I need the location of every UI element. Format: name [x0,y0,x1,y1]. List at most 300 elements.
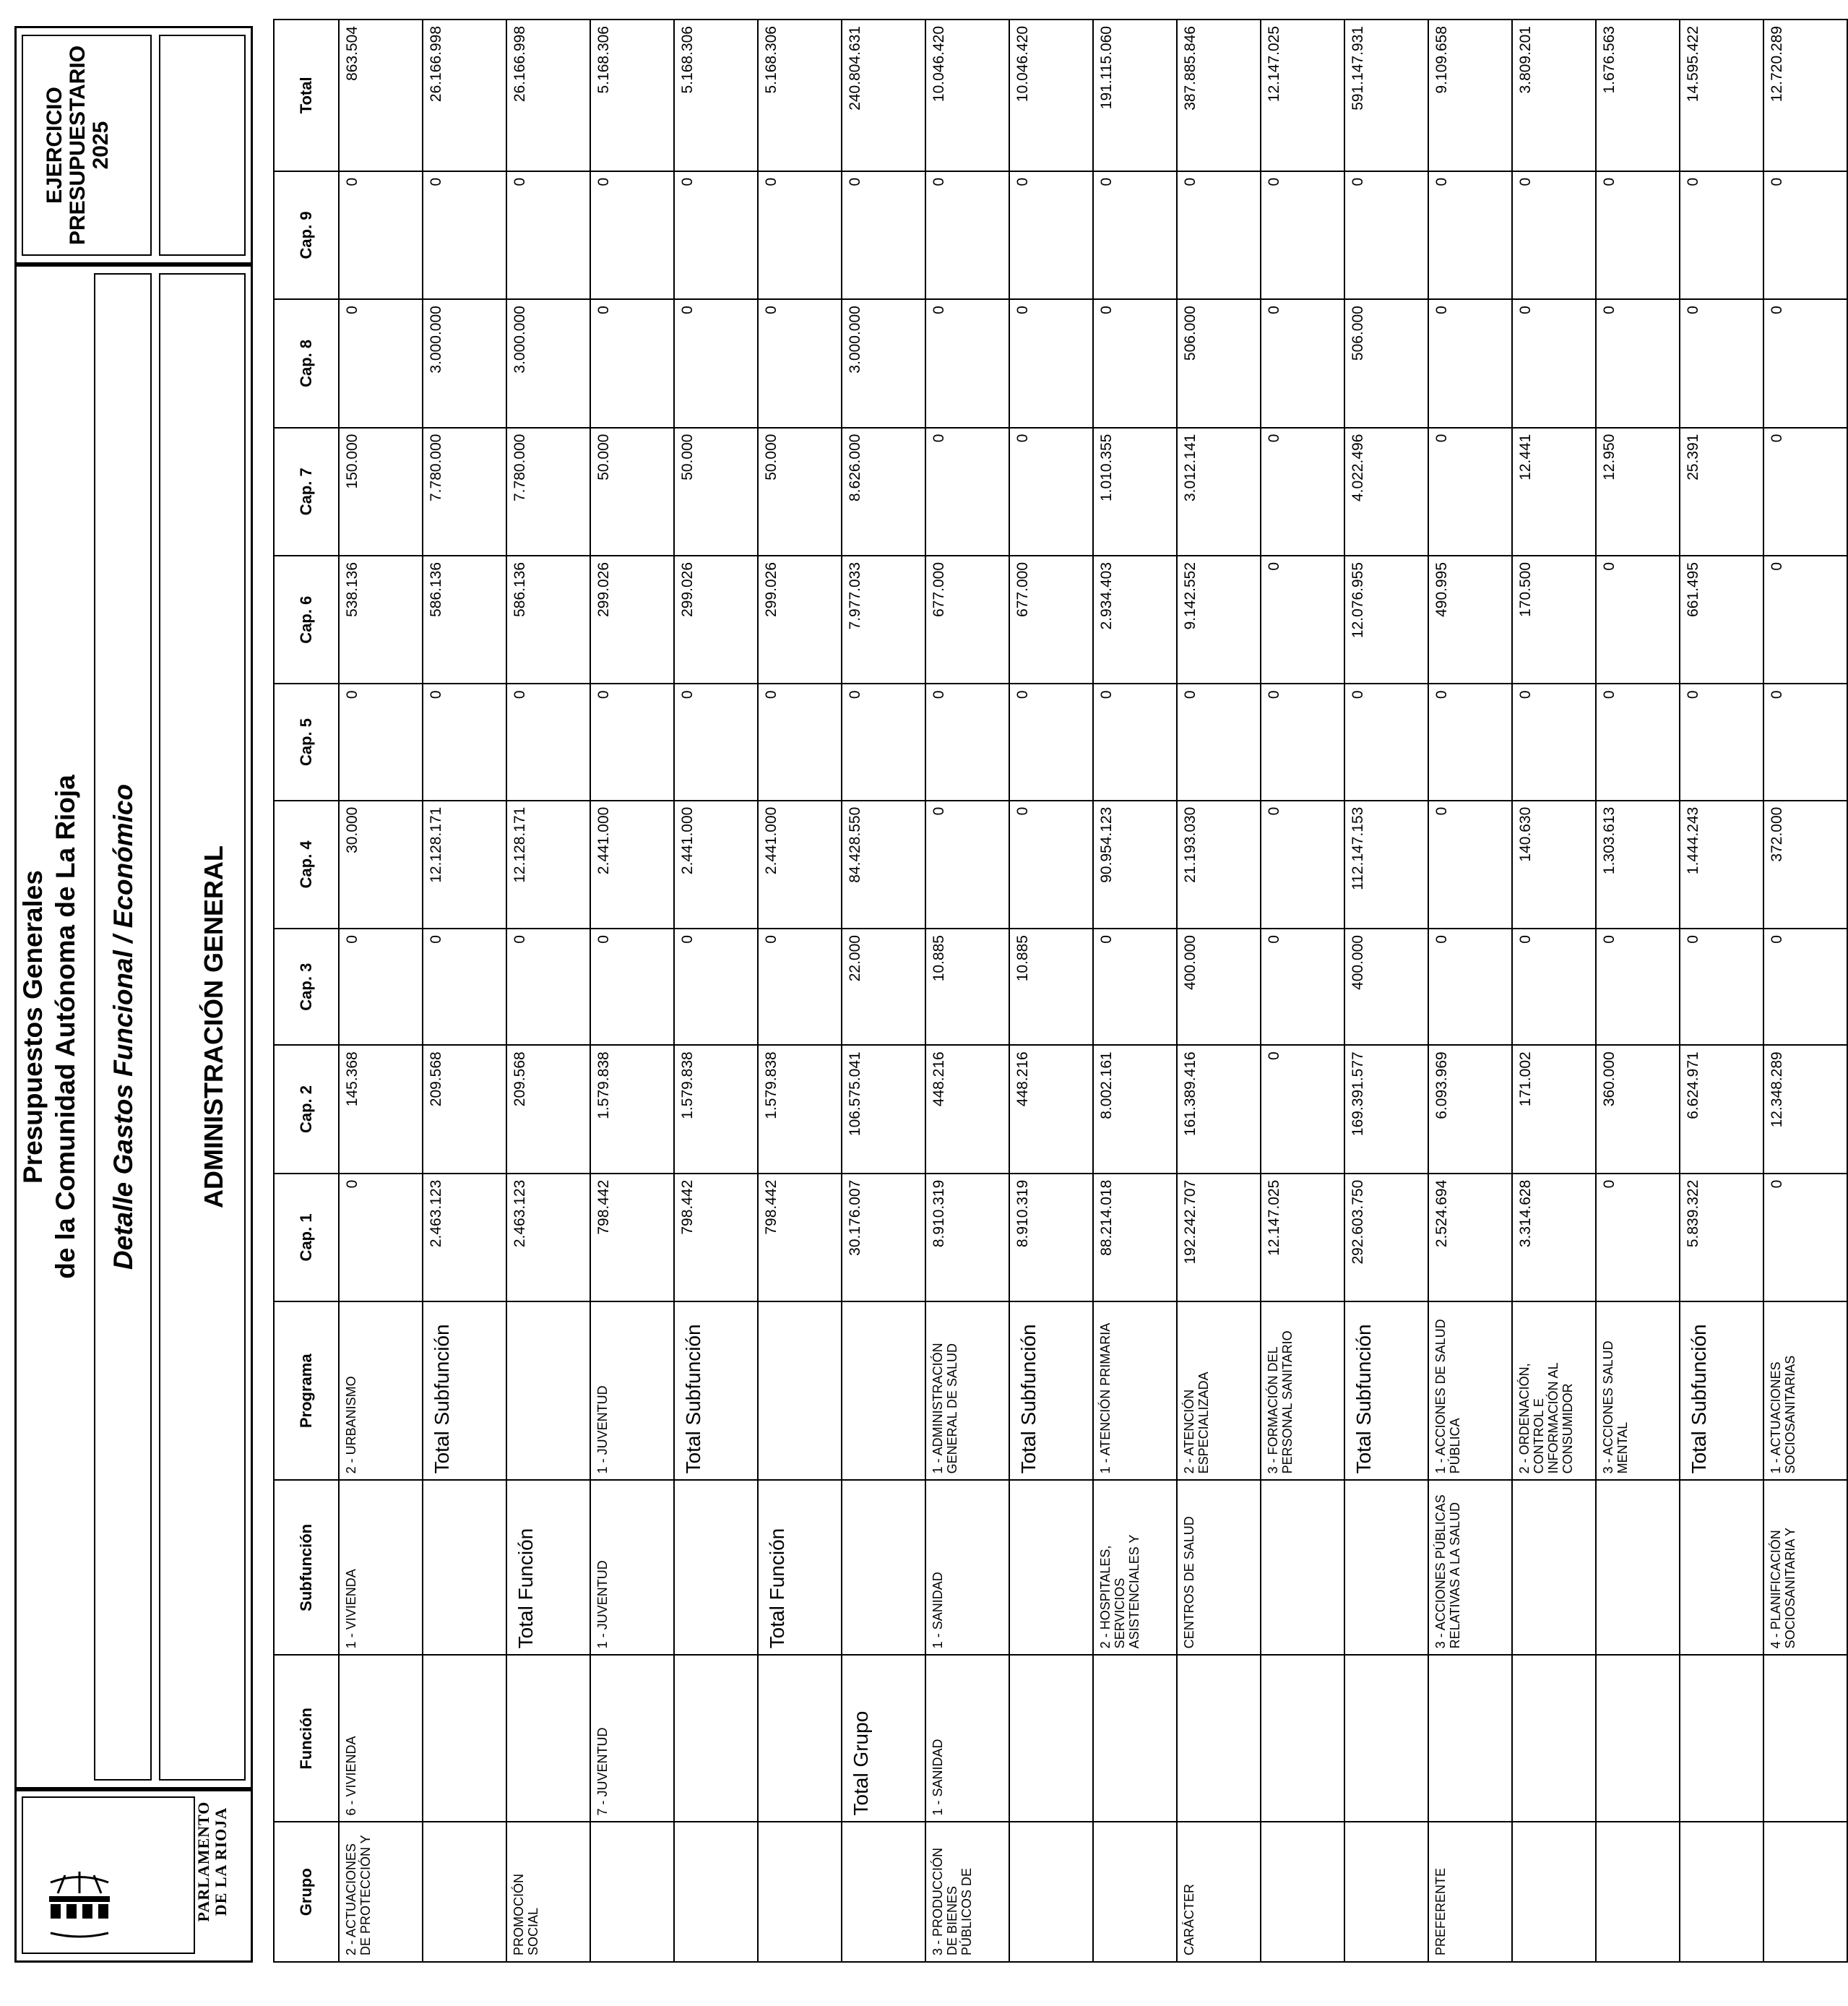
logo-text-line2: DE LA RIOJA [212,1807,230,1916]
cell-value: 2.524.694 [1428,1174,1512,1301]
cell-funcion [1261,1655,1344,1822]
cell-value: 0 [758,929,842,1045]
cell-value: 299.026 [590,556,674,684]
cell-value: 0 [1596,171,1680,299]
cell-value: 586.136 [423,556,506,684]
cell-value: 0 [1428,801,1512,929]
cell-value: 26.166.998 [506,20,590,171]
cell-subfuncion [1596,1480,1680,1655]
cell-value: 12.128.171 [423,801,506,929]
parliament-logo-icon [36,1857,181,1951]
col-header: Cap. 7 [274,428,339,556]
cell-value: 50.000 [590,428,674,556]
cell-value: 863.504 [339,20,423,171]
year-box-lower [159,35,246,256]
cell-value: 448.216 [1009,1045,1093,1173]
cell-programa: 2 - ORDENACIÓN, CONTROL E INFORMACIÓN AL CONSUMIDOR [1512,1301,1596,1480]
col-header: Cap. 9 [274,171,339,299]
col-header: Cap. 6 [274,556,339,684]
cell-value: 0 [1261,556,1344,684]
cell-value: 90.954.123 [1093,801,1177,929]
cell-value: 2.441.000 [590,801,674,929]
cell-value: 10.046.420 [1009,20,1093,171]
cell-subfuncion [1680,1480,1763,1655]
cell-value: 0 [758,684,842,800]
cell-value: 0 [674,171,758,299]
table-row [758,20,842,1962]
cell-value: 677.000 [925,556,1009,684]
cell-value: 0 [1093,684,1177,800]
cell-subfuncion: 1 - SANIDAD [925,1480,1009,1655]
cell-programa: 1 - JUVENTUD [590,1301,674,1480]
cell-grupo [1009,1822,1093,1962]
cell-value: 12.128.171 [506,801,590,929]
cell-value: 12.076.955 [1344,556,1428,684]
cell-programa: 2 - URBANISMO [339,1301,423,1480]
cell-value: 0 [1596,556,1680,684]
cell-value: 798.442 [674,1174,758,1301]
cell-value: 0 [1009,801,1093,929]
cell-value: 292.603.750 [1344,1174,1428,1301]
table-row [674,20,758,1962]
cell-value: 0 [758,299,842,427]
cell-funcion [758,1655,842,1822]
cell-value: 5.839.322 [1680,1174,1763,1301]
table-row [1009,20,1093,1962]
col-header: Total [274,20,339,171]
table-row [1261,20,1344,1962]
cell-programa: 1 - ATENCIÓN PRIMARIA [1093,1301,1177,1480]
col-header: Cap. 8 [274,299,339,427]
cell-value: 0 [423,684,506,800]
cell-value: 0 [1428,684,1512,800]
cell-value: 84.428.550 [842,801,925,929]
cell-grupo [1093,1822,1177,1962]
table-body [339,20,1847,1962]
cell-value: 0 [1344,684,1428,800]
cell-programa: Total Subfunción [1009,1301,1093,1480]
cell-value: 112.147.153 [1344,801,1428,929]
table-row [1512,20,1596,1962]
table-row [925,20,1009,1962]
cell-value: 0 [590,929,674,1045]
cell-funcion [1680,1655,1763,1822]
cell-value: 0 [1763,1174,1847,1301]
cell-grupo [1680,1822,1763,1962]
cell-value: 3.000.000 [423,299,506,427]
cell-programa: Total Subfunción [674,1301,758,1480]
table-row [1344,20,1428,1962]
cell-programa: 1 - ACTUACIONES SOCIOSANITARIAS [1763,1301,1847,1480]
cell-value: 8.910.319 [1009,1174,1093,1301]
cell-value: 0 [1261,684,1344,800]
table-row [339,20,423,1962]
cell-value: 26.166.998 [423,20,506,171]
cell-value: 0 [1093,299,1177,427]
cell-value: 2.441.000 [674,801,758,929]
cell-value: 170.500 [1512,556,1596,684]
cell-grupo [1596,1822,1680,1962]
cell-value: 7.780.000 [506,428,590,556]
cell-value: 8.626.000 [842,428,925,556]
cell-value: 0 [1596,1174,1680,1301]
cell-value: 0 [1261,428,1344,556]
cell-funcion [1093,1655,1177,1822]
subtitle: Detalle Gastos Funcional / Económico [108,783,138,1270]
table-row [423,20,506,1962]
cell-value: 0 [925,428,1009,556]
cell-value: 209.568 [506,1045,590,1173]
col-header: Subfunción [274,1480,339,1655]
cell-value: 12.348.289 [1763,1045,1847,1173]
table-row [1680,20,1763,1962]
cell-value: 0 [1428,299,1512,427]
cell-value: 798.442 [758,1174,842,1301]
cell-value: 0 [1680,684,1763,800]
cell-value: 0 [1428,171,1512,299]
table-row [1428,20,1512,1962]
cell-value: 0 [1680,171,1763,299]
cell-value: 3.314.628 [1512,1174,1596,1301]
year-line3: 2025 [89,121,113,170]
cell-programa: 3 - FORMACIÓN DEL PERSONAL SANITARIO [1261,1301,1344,1480]
cell-value: 1.676.563 [1596,20,1680,171]
logo-text [195,1796,230,1927]
cell-value: 0 [842,684,925,800]
cell-value: 0 [1763,171,1847,299]
cell-funcion [1428,1655,1512,1822]
cell-value: 0 [1009,428,1093,556]
col-header: Cap. 3 [274,929,339,1045]
cell-value: 1.579.838 [590,1045,674,1173]
cell-value: 161.389.416 [1177,1045,1261,1173]
cell-value: 0 [339,684,423,800]
cell-value: 299.026 [674,556,758,684]
cell-value: 0 [1177,171,1261,299]
col-header: Cap. 1 [274,1174,339,1301]
cell-grupo: CARÁCTER [1177,1822,1261,1962]
cell-value: 0 [1512,171,1596,299]
cell-value: 0 [506,684,590,800]
table-row [1596,20,1680,1962]
cell-value: 0 [925,801,1009,929]
cell-value: 387.885.846 [1177,20,1261,171]
table-row [842,20,925,1962]
cell-value: 0 [925,684,1009,800]
cell-value: 0 [1261,1045,1344,1173]
cell-value: 5.168.306 [590,20,674,171]
cell-value: 3.000.000 [506,299,590,427]
cell-value: 12.147.025 [1261,20,1344,171]
cell-value: 0 [674,684,758,800]
cell-value: 1.579.838 [758,1045,842,1173]
cell-funcion [1344,1655,1428,1822]
cell-value: 150.000 [339,428,423,556]
cell-value: 506.000 [1344,299,1428,427]
cell-value: 10.885 [1009,929,1093,1045]
cell-value: 490.995 [1428,556,1512,684]
cell-subfuncion [1512,1480,1596,1655]
cell-value: 2.934.403 [1093,556,1177,684]
cell-subfuncion: 3 - ACCIONES PÚBLICAS RELATIVAS A LA SALUD [1428,1480,1512,1655]
cell-value: 0 [1512,929,1596,1045]
cell-funcion [1596,1655,1680,1822]
cell-value: 0 [1009,299,1093,427]
cell-value: 0 [1261,929,1344,1045]
cell-value: 192.242.707 [1177,1174,1261,1301]
cell-value: 6.093.969 [1428,1045,1512,1173]
cell-programa: Total Subfunción [1680,1301,1763,1480]
cell-value: 0 [1763,684,1847,800]
cell-value: 169.391.577 [1344,1045,1428,1173]
cell-value: 506.000 [1177,299,1261,427]
cell-value: 299.026 [758,556,842,684]
cell-programa: 1 - ADMINISTRACIÓN GENERAL DE SALUD [925,1301,1009,1480]
cell-funcion: 1 - SANIDAD [925,1655,1009,1822]
cell-value: 12.147.025 [1261,1174,1344,1301]
cell-value: 3.809.201 [1512,20,1596,171]
cell-value: 14.595.422 [1680,20,1763,171]
cell-value: 0 [1009,171,1093,299]
cell-grupo [1512,1822,1596,1962]
cell-value: 0 [1261,171,1344,299]
cell-subfuncion [1009,1480,1093,1655]
col-header: Función [274,1655,339,1822]
cell-value: 360.000 [1596,1045,1680,1173]
cell-value: 0 [1763,556,1847,684]
cell-value: 2.441.000 [758,801,842,929]
cell-value: 5.168.306 [758,20,842,171]
col-header: Programa [274,1301,339,1480]
cell-value: 8.910.319 [925,1174,1009,1301]
cell-funcion [423,1655,506,1822]
col-header: Cap. 5 [274,684,339,800]
cell-value: 140.630 [1512,801,1596,929]
cell-value: 88.214.018 [1093,1174,1177,1301]
cell-funcion: Total Grupo [842,1655,925,1822]
cell-value: 1.303.613 [1596,801,1680,929]
cell-subfuncion [842,1480,925,1655]
table-row [506,20,590,1962]
cell-value: 0 [1596,299,1680,427]
cell-subfuncion: Total Función [506,1480,590,1655]
title-line1: Presupuestos Generales [18,870,48,1184]
cell-grupo: 2 - ACTUACIONES DE PROTECCIÓN Y [339,1822,423,1962]
cell-value: 0 [1261,801,1344,929]
year-label [43,35,113,256]
cell-value: 25.391 [1680,428,1763,556]
cell-programa [842,1301,925,1480]
year-line2: PRESUPUESTARIO [66,45,90,246]
logo-inner-box [22,1796,195,1954]
cell-value: 50.000 [758,428,842,556]
cell-value: 677.000 [1009,556,1093,684]
budget-table [273,19,1848,1963]
cell-value: 0 [339,299,423,427]
cell-value: 8.002.161 [1093,1045,1177,1173]
cell-grupo [1344,1822,1428,1962]
cell-grupo [674,1822,758,1962]
cell-value: 2.463.123 [423,1174,506,1301]
cell-subfuncion [674,1480,758,1655]
section-title: ADMINISTRACIÓN GENERAL [199,845,228,1208]
cell-value: 0 [1512,684,1596,800]
cell-programa: 2 - ATENCIÓN ESPECIALIZADA [1177,1301,1261,1480]
cell-value: 0 [339,1174,423,1301]
cell-value: 240.804.631 [842,20,925,171]
col-header: Cap. 4 [274,801,339,929]
table-row [1177,20,1261,1962]
cell-value: 0 [1093,929,1177,1045]
cell-subfuncion: 2 - HOSPITALES, SERVICIOS ASISTENCIALES Y [1093,1480,1177,1655]
cell-subfuncion: 1 - JUVENTUD [590,1480,674,1655]
cell-value: 0 [1093,171,1177,299]
cell-subfuncion [1261,1480,1344,1655]
cell-value: 591.147.931 [1344,20,1428,171]
cell-value: 171.002 [1512,1045,1596,1173]
cell-subfuncion: CENTROS DE SALUD [1177,1480,1261,1655]
cell-value: 145.368 [339,1045,423,1173]
cell-value: 30.000 [339,801,423,929]
cell-value: 448.216 [925,1045,1009,1173]
table-row [1093,20,1177,1962]
cell-funcion [674,1655,758,1822]
cell-value: 0 [925,171,1009,299]
cell-value: 0 [1596,684,1680,800]
table-row [590,20,674,1962]
cell-value: 0 [1763,428,1847,556]
cell-value: 10.885 [925,929,1009,1045]
cell-value: 0 [842,171,925,299]
cell-value: 1.444.243 [1680,801,1763,929]
cell-value: 2.463.123 [506,1174,590,1301]
cell-value: 12.950 [1596,428,1680,556]
cell-value: 7.780.000 [423,428,506,556]
cell-funcion [1512,1655,1596,1822]
cell-value: 0 [423,171,506,299]
cell-value: 7.977.033 [842,556,925,684]
cell-value: 0 [1344,171,1428,299]
cell-value: 586.136 [506,556,590,684]
cell-value: 21.193.030 [1177,801,1261,929]
cell-value: 538.136 [339,556,423,684]
cell-subfuncion: Total Función [758,1480,842,1655]
cell-value: 0 [339,929,423,1045]
cell-value: 400.000 [1177,929,1261,1045]
cell-grupo: 3 - PRODUCCIÓN DE BIENES PÚBLICOS DE [925,1822,1009,1962]
cell-value: 0 [339,171,423,299]
cell-value: 0 [1763,929,1847,1045]
cell-value: 3.012.141 [1177,428,1261,556]
cell-value: 0 [506,171,590,299]
cell-value: 0 [674,299,758,427]
cell-value: 50.000 [674,428,758,556]
cell-value: 400.000 [1344,929,1428,1045]
col-header: Grupo [274,1822,339,1962]
cell-value: 0 [590,684,674,800]
table-row [1763,20,1847,1962]
cell-subfuncion [423,1480,506,1655]
cell-value: 10.046.420 [925,20,1009,171]
cell-programa: Total Subfunción [423,1301,506,1480]
cell-value: 0 [758,171,842,299]
cell-value: 0 [674,929,758,1045]
cell-value: 0 [1763,299,1847,427]
cell-value: 1.010.355 [1093,428,1177,556]
cell-funcion: 6 - VIVIENDA [339,1655,423,1822]
cell-value: 0 [1177,684,1261,800]
year-line1: EJERCICIO [43,87,66,204]
cell-programa: 1 - ACCIONES DE SALUD PÚBLICA [1428,1301,1512,1480]
cell-funcion [1177,1655,1261,1822]
cell-value: 0 [1009,684,1093,800]
cell-value: 4.022.496 [1344,428,1428,556]
cell-value: 0 [1512,299,1596,427]
cell-grupo [1261,1822,1344,1962]
cell-grupo [423,1822,506,1962]
cell-value: 9.109.658 [1428,20,1512,171]
cell-subfuncion: 1 - VIVIENDA [339,1480,423,1655]
table-header-row [274,20,339,1962]
cell-grupo [758,1822,842,1962]
cell-funcion: 7 - JUVENTUD [590,1655,674,1822]
cell-programa: 3 - ACCIONES SALUD MENTAL [1596,1301,1680,1480]
cell-value: 0 [590,299,674,427]
cell-value: 0 [1428,929,1512,1045]
cell-value: 0 [1596,929,1680,1045]
logo-text-line1: PARLAMENTO [194,1801,212,1922]
cell-value: 0 [1680,929,1763,1045]
cell-value: 12.720.289 [1763,20,1847,171]
cell-value: 191.115.060 [1093,20,1177,171]
cell-value: 0 [1261,299,1344,427]
cell-grupo [1763,1822,1847,1962]
cell-value: 6.624.971 [1680,1045,1763,1173]
cell-value: 0 [506,929,590,1045]
cell-grupo: PROMOCIÓN SOCIAL [506,1822,590,1962]
cell-value: 22.000 [842,929,925,1045]
col-header: Cap. 2 [274,1045,339,1173]
cell-value: 5.168.306 [674,20,758,171]
cell-value: 9.142.552 [1177,556,1261,684]
cell-funcion [506,1655,590,1822]
cell-value: 0 [1428,428,1512,556]
cell-programa [506,1301,590,1480]
cell-value: 30.176.007 [842,1174,925,1301]
cell-value: 661.495 [1680,556,1763,684]
cell-value: 1.579.838 [674,1045,758,1173]
cell-grupo [590,1822,674,1962]
title-line2: de la Comunidad Autónoma de La Rioja [51,775,80,1279]
cell-grupo [842,1822,925,1962]
cell-grupo: PREFERENTE [1428,1822,1512,1962]
cell-value: 3.000.000 [842,299,925,427]
cell-value: 106.575.041 [842,1045,925,1173]
cell-value: 209.568 [423,1045,506,1173]
cell-funcion [1009,1655,1093,1822]
cell-value: 0 [590,171,674,299]
cell-value: 0 [1680,299,1763,427]
cell-funcion [1763,1655,1847,1822]
cell-value: 0 [925,299,1009,427]
cell-programa [758,1301,842,1480]
cell-programa: Total Subfunción [1344,1301,1428,1480]
cell-value: 12.441 [1512,428,1596,556]
cell-value: 372.000 [1763,801,1847,929]
cell-value: 0 [423,929,506,1045]
cell-value: 798.442 [590,1174,674,1301]
cell-subfuncion [1344,1480,1428,1655]
